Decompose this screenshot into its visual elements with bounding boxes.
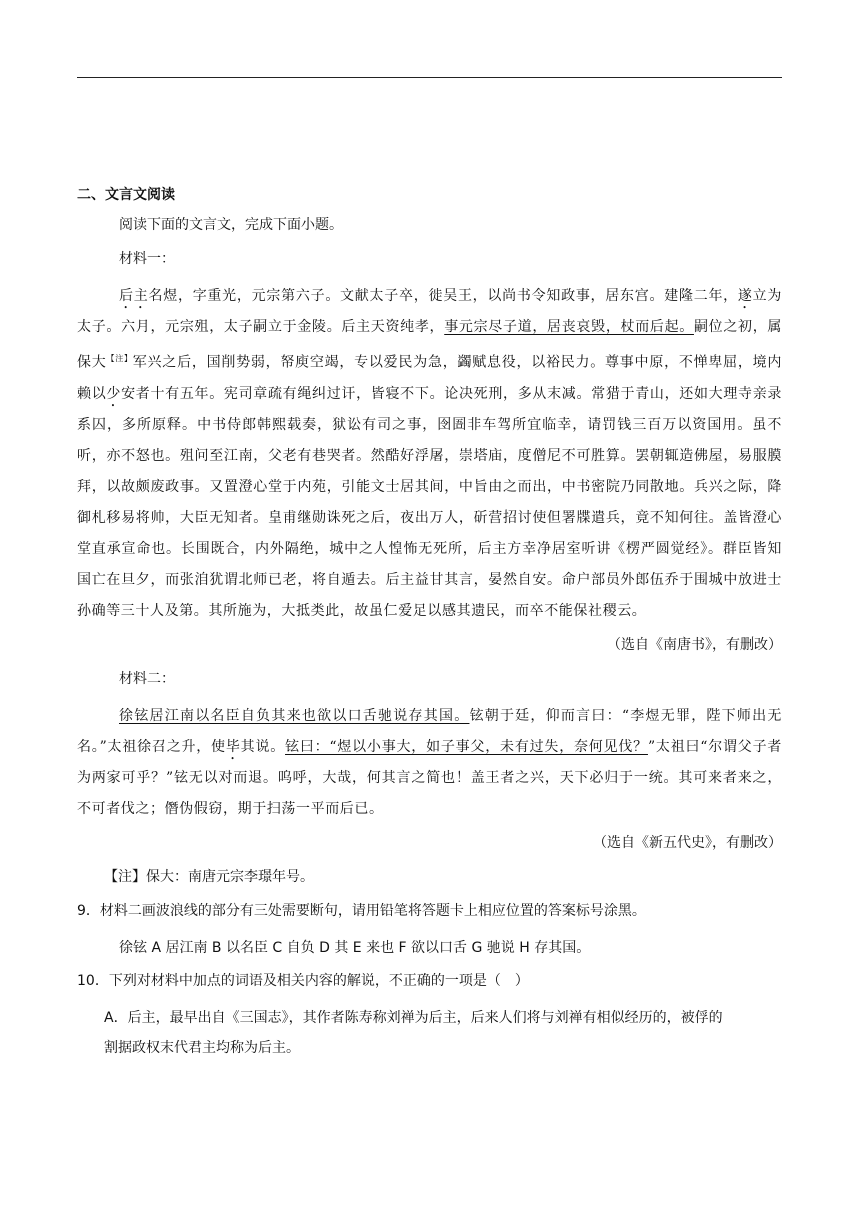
dotted-word-bi: 毕 (225, 738, 241, 755)
dotted-word-shao: 少 (106, 385, 122, 402)
dotted-word-sui: 遂 (737, 288, 753, 304)
annotation-note: 【注】保大：南唐元宗李璟年号。 (104, 868, 314, 885)
underlined-sentence-1: 事元宗尽子道，居丧哀毁，杖而后起。 (444, 319, 694, 335)
material1-label: 材料一： (119, 251, 175, 267)
material1-source: （选自《南唐书》，有删改） (607, 636, 782, 653)
material1-text: 后主名煜，字重光，元宗第六子。文献太子卒，徙吴王，以尚书令知政事，居东宫。建隆二年，遂立为太子。六月，元宗殂，太子嗣立于金陵。后主天资纯孝，事元宗尽子道，居丧哀毁，杖而后起。嗣位之初，属保大$^{【注】}$军兴之后，国削势弱，帑庾空竭，专以爱民为急，蠲赋息役，以裕民力。尊事中原，不惮卑屈，境内赖以少安者十有五年。宪司章疏有绳纠过讦，皆寝不下。论决死刑，多从末减。常猎于青山，还如大理寺亲录系囚，多所原释。中书侍郎韩熙载奏，狱讼有司之事，囹圄非车驾所宜临幸，请罚钱三百万以资国用。虽不听，亦不怒也。殂问至江南，父老有巷哭者。然酷好浮屠，崇塔庙，度僧尼不可胜算。罢朝辄造佛屋，易服膜拜，以故颇废政事。又置澄心堂于内苑，引能文士居其间，中旨由之而出，中书密院乃同散地。兵兴之际，降御札移易将帅，大臣无知者。皇甫继勋诛死之后，夜出万人，斫营招讨使但署牒遣兵，竟不知何往。盖皆澄心堂直承宣命也。长围既合，内外隔绝，城中之人惶怖无死所，后主方幸净居室听讲《楞严圆觉经》。群臣皆知国亡在旦夕，而张洎犹谓北师已老，将自遁去。后主益甘其言，晏然自安。命户部员外郎伍乔于围城中放进士孙确等三十人及第。其所施为，大抵类此，故虽仁爱足以感其遗民，而卒不能保社稷云。 (77, 288, 783, 619)
main-content (77, 183, 782, 1063)
section-title: 二、文言文阅读 (77, 187, 175, 203)
question-10-stem: 10．下列对材料中加点的词语及相关内容的解说，不正确的一项是（ ） (77, 972, 529, 989)
dotted-word-houzhu: 后主 (119, 288, 149, 304)
question-10-option-a-line1: A．后主，最早出自《三国志》，其作者陈寿称刘禅为后主，后来人们将与刘禅有相似经历的，被俘的 (104, 1009, 723, 1026)
note-marker: 【注】 (106, 354, 133, 363)
question-9-text: 徐铉 A 居江南 B 以名臣 C 自负 D 其 E 来也 F 欲以口舌 G 驰说 H 存其国。 (119, 939, 591, 956)
material2-source: （选自《新五代史》，有删改） (593, 834, 782, 851)
instruction: 阅读下面的文言文，完成下面小题。 (119, 217, 343, 233)
material2-text: 徐铉居江南以名臣自负其来也欲以口舌驰说存其国。铉朝于廷，仰而言曰：“李煜无罪，陛下师出无名。”太祖徐召之升，使毕其说。铉曰：“煜以小事大，如子事父，未有过失，奈何见伐？”太祖曰“尔谓父子者为两家可乎？”铉无以对而退。呜呼，大哉，何其言之简也！盖王者之兴，天下必归于一统。其可来者来之，不可者伐之；僭伪假窃，期于扫荡一平而后已。 (77, 707, 782, 817)
material2-label: 材料二： (119, 670, 175, 687)
underlined-sentence-2: 铉曰：“煜以小事大，如子事父，未有过失，奈何见伐？ (285, 738, 648, 755)
header-rule (77, 77, 782, 78)
question-9-stem: 9．材料二画波浪线的部分有三处需要断句，请用铅笔将答题卡上相应位置的答案标号涂黑。 (77, 902, 646, 919)
wavy-underlined-sentence: 徐铉居江南以名臣自负其来也欲以口舌驰说存其国。 (119, 707, 470, 724)
question-10-option-a-line2: 割据政权末代君主均称为后主。 (104, 1039, 300, 1056)
